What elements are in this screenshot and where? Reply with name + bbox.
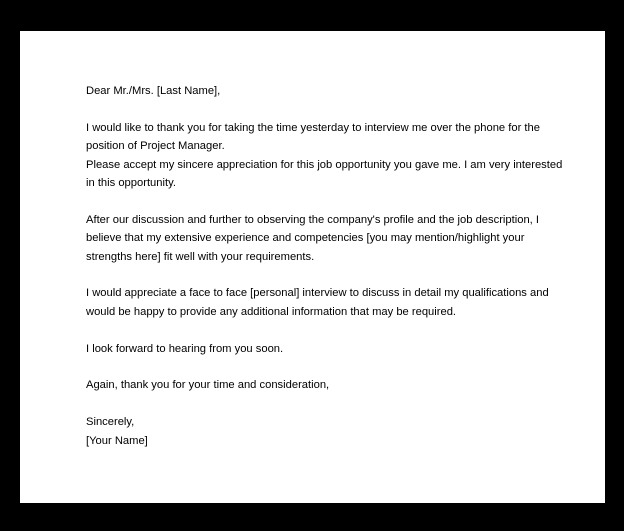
paragraph-experience-line-2: believe that my extensive experience and competencies [you may mention/highlight your	[86, 232, 525, 245]
paragraph-look-forward	[86, 340, 556, 358]
paragraph-appreciation-line-2: in this opportunity.	[86, 177, 176, 190]
paragraph-experience	[86, 211, 556, 266]
closing-text: Sincerely,	[86, 416, 135, 429]
salutation-text: Dear Mr./Mrs. [Last Name],	[86, 85, 221, 97]
paragraph-thanks-line-2: position of Project Manager.	[86, 140, 225, 153]
paragraph-interview-request-line-1: I would appreciate a face to face [personal] interview to discuss in detail my qualifications and	[86, 287, 549, 300]
paragraph-experience-line-1: After our discussion and further to observing the company's profile and the job description, I	[86, 213, 539, 226]
paragraph-thank-you-text: Again, thank you for your time and consideration,	[86, 379, 330, 392]
paragraph-experience-line-3: strengths here] fit well with your requirements.	[86, 250, 315, 263]
letter-body	[86, 82, 563, 450]
paragraph-appreciation-line-1: Please accept my sincere appreciation for this job opportunity you gave me. I am very interested	[86, 158, 563, 171]
paragraph-appreciation	[86, 156, 563, 193]
paragraph-thanks-line-1: I would like to thank you for taking the time yesterday to interview me over the phone for the	[86, 121, 540, 134]
paragraph-thank-you	[86, 376, 556, 394]
letter-page	[20, 31, 605, 503]
signature-text: [Your Name]	[86, 434, 148, 447]
salutation	[86, 82, 556, 100]
paragraph-look-forward-text: I look forward to hearing from you soon.	[86, 342, 284, 355]
paragraph-interview-request-line-2: would be happy to provide any additional information that may be required.	[86, 305, 457, 318]
paragraph-thanks	[86, 119, 556, 156]
sign-off	[86, 413, 556, 450]
paragraph-interview-request	[86, 284, 556, 321]
